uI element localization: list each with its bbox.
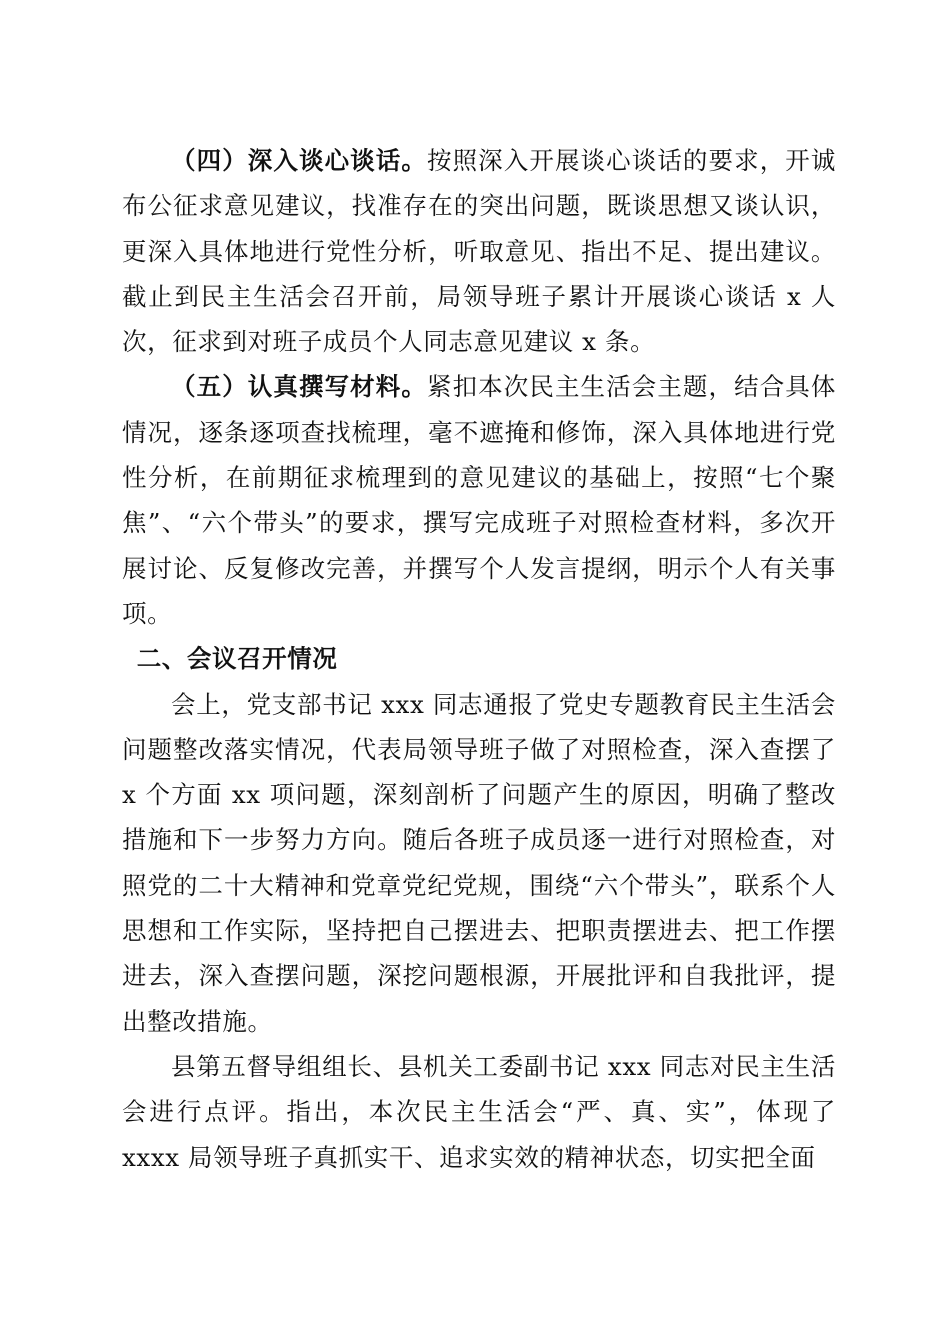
section-5-lead: （五）认真撰写材料。 (171, 372, 427, 402)
section-4-lead: （四）深入谈心谈话。 (171, 146, 427, 175)
paragraph-section-5 (122, 364, 836, 636)
section-4-text: 按照深入开展谈心谈话的要求，开诚布公征求意见建议，找准存在的突出问题，既谈思想又谈认识，更深入具体地进行党性分析，听取意见、指出不足、提出建议。截止到民主生活会召开前，局领导班子累计开展谈心谈话 x 人次，征求到对班子成员个人同志意见建议 x 条。 (122, 146, 837, 357)
paragraph-review: 县第五督导组组长、县机关工委副书记 xxx 同志对民主生活会进行点评。指出，本次民主生活会“严、真、实”，体现了 xxxx 局领导班子真抓实干、追求实效的精神状态，切实把全面 (122, 1051, 836, 1172)
document-body (122, 138, 836, 1180)
section-5-text: 紧扣本次民主生活会主题，结合具体情况，逐条逐项查找梳理，毫不遮掩和修饰，深入具体地进行党性分析，在前期征求梳理到的意见建议的基础上，按照“七个聚焦”、“六个带头”的要求，撰写完成班子对照检查材料，多次开展讨论、反复修改完善，并撰写个人发言提纲，明示个人有关事项。 (122, 372, 837, 628)
paragraph-meeting: 会上，党支部书记 xxx 同志通报了党史专题教育民主生活会问题整改落实情况，代表局领导班子做了对照检查，深入查摆了 x 个方面 xx 项问题，深刻剖析了问题产生的原因，明确了整改措施和下一步努力方向。随后各班子成员逐一进行对照检查，对照党的二十大精神和党章党纪党规，围绕“六个带头”，联系个人思想和工作实际，坚持把自己摆进去、把职责摆进去、把工作摆进去，深入查摆问题，深挖问题根源，开展批评和自我批评，提出整改措施。 (122, 689, 836, 1036)
heading-meeting: 二、会议召开情况 (136, 644, 338, 674)
paragraph-section-4 (122, 138, 836, 364)
